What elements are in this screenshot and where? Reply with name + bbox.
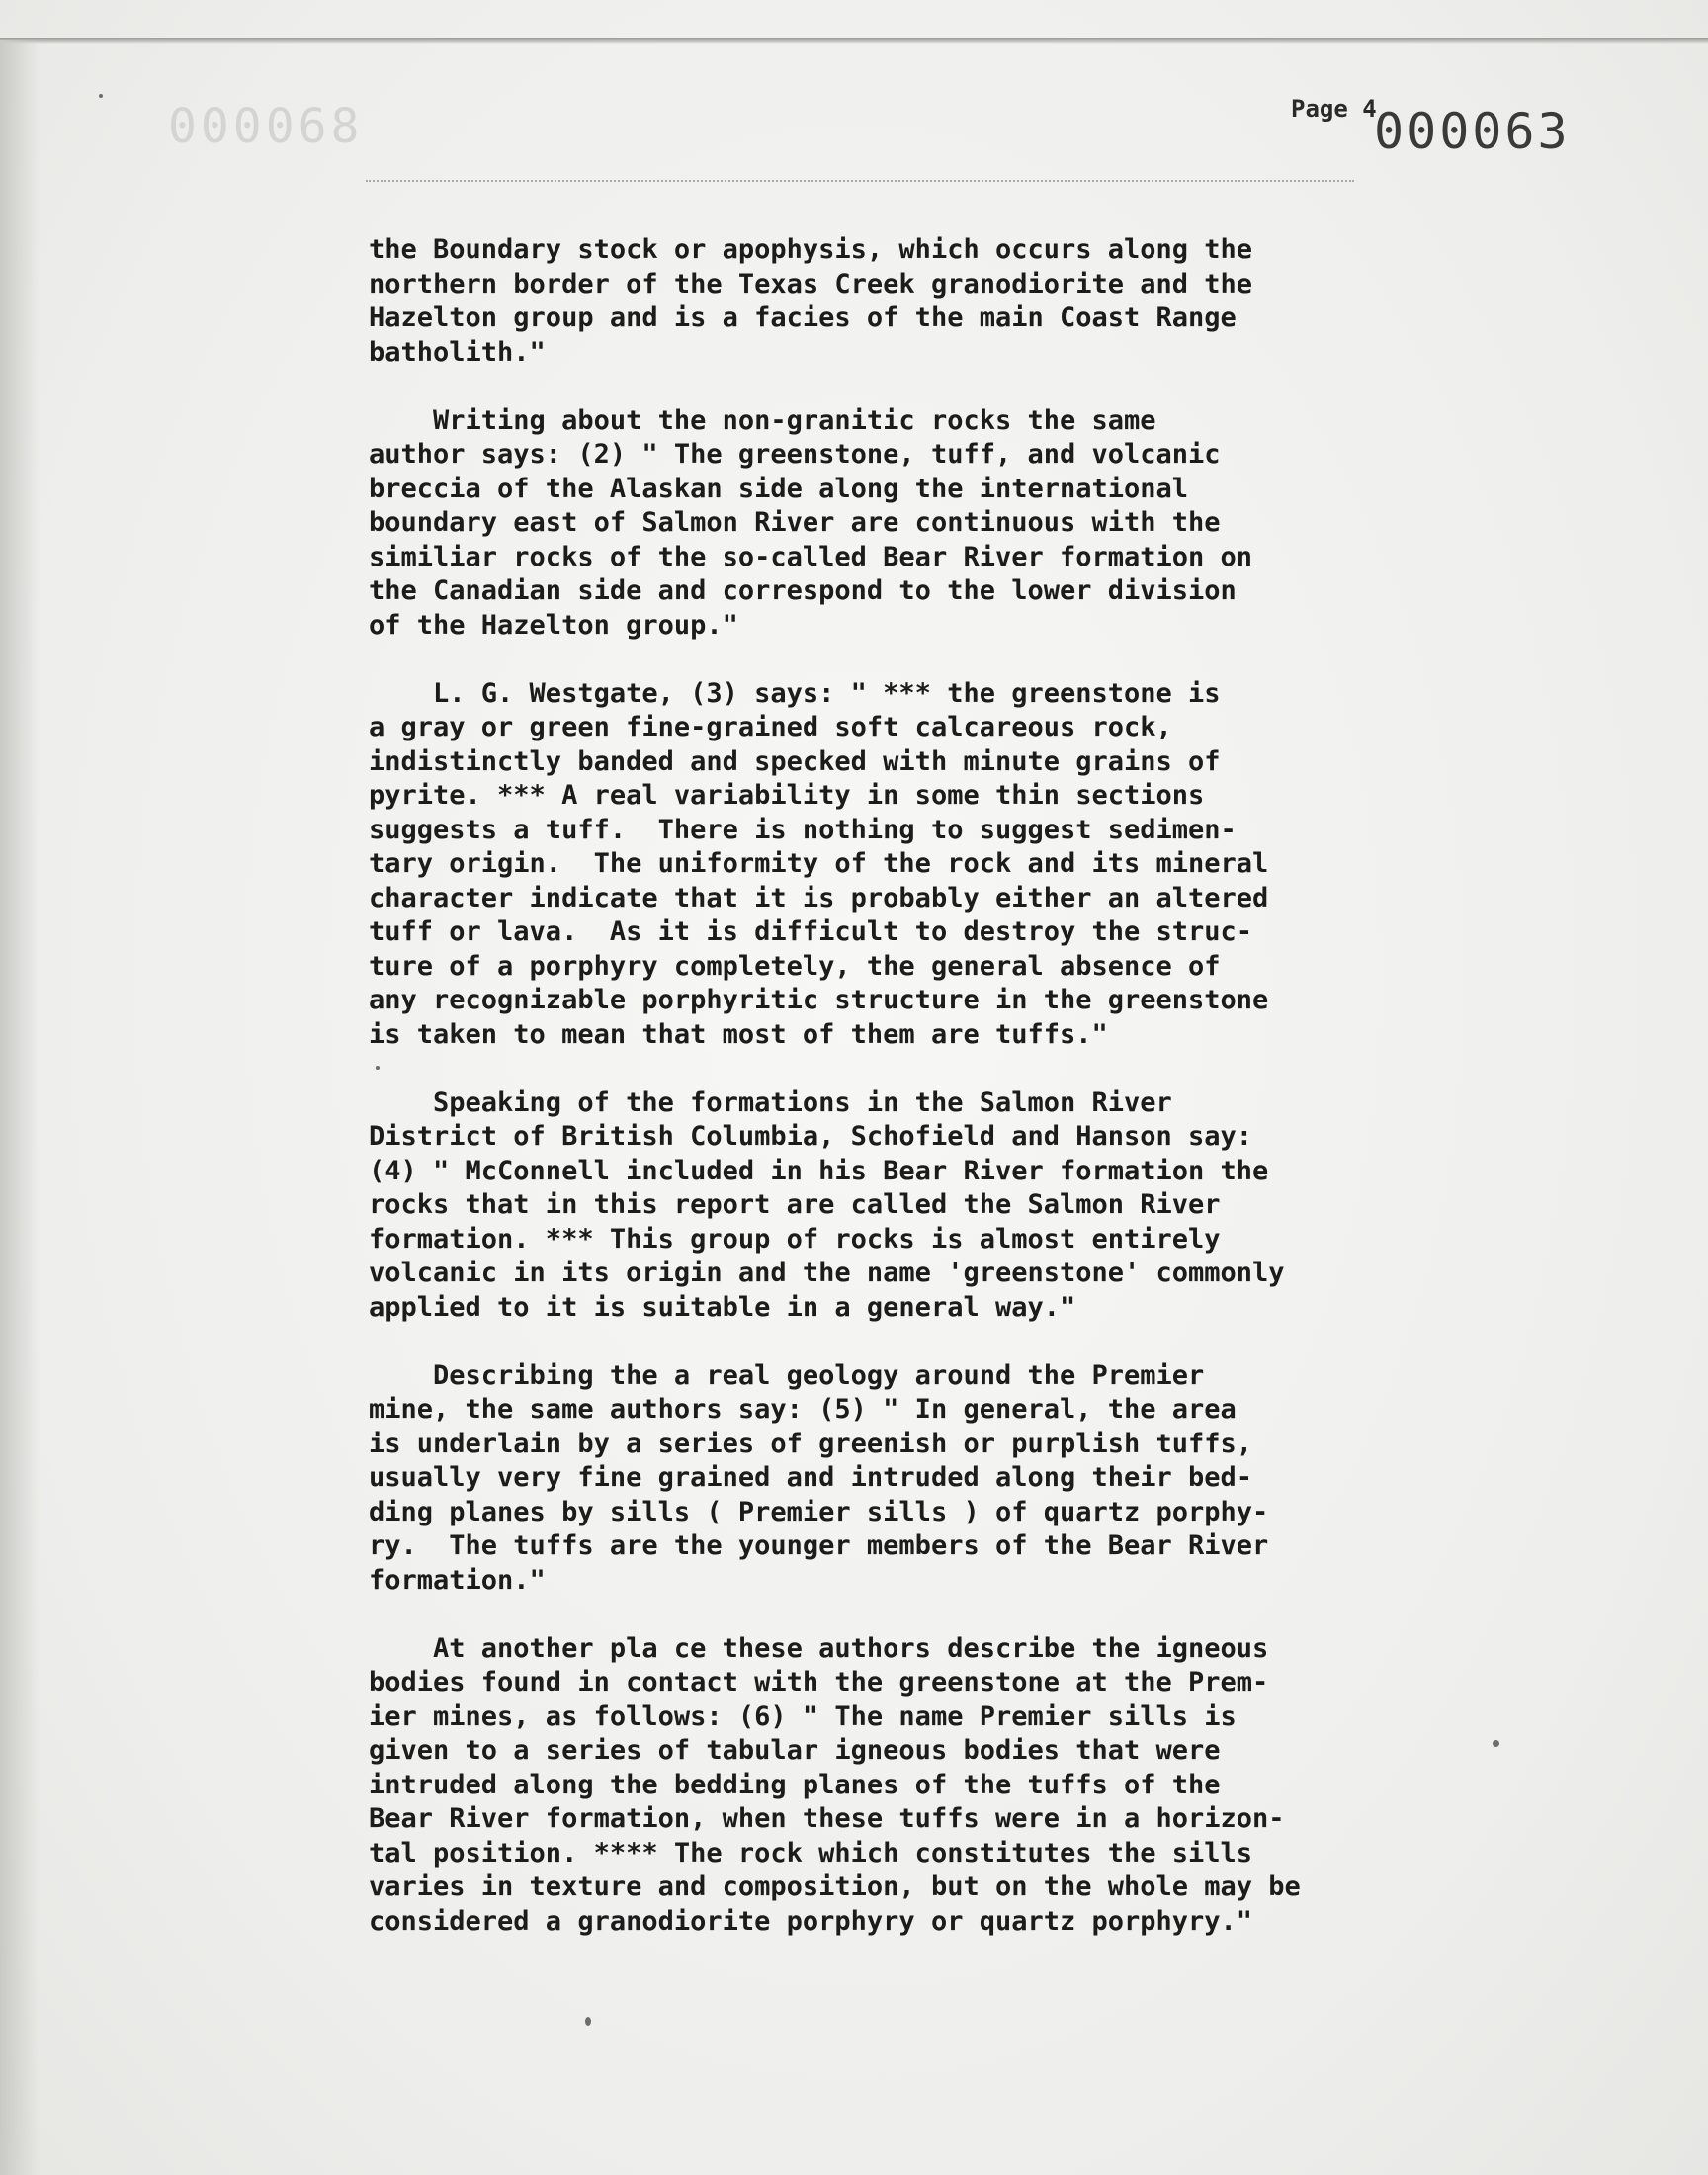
text-line: usually very fine grained and intruded along their bed- — [369, 1462, 1253, 1493]
text-line: any recognizable porphyritic structure in the greenstone — [369, 985, 1269, 1015]
text-line: breccia of the Alaskan side along the international — [369, 473, 1189, 504]
paragraph — [369, 1632, 1357, 1940]
paragraph — [369, 677, 1357, 1053]
text-line: formation." — [369, 1564, 546, 1596]
text-line: formation. *** This group of rocks is almost entirely — [369, 1223, 1221, 1255]
scan-speck — [376, 1066, 380, 1070]
text-line: Bear River formation, when these tuffs were in a horizon- — [369, 1803, 1285, 1834]
text-line: rocks that in this report are called the Salmon River — [369, 1189, 1221, 1220]
body-text — [369, 233, 1357, 1973]
paragraph — [369, 233, 1357, 370]
paragraph — [369, 1359, 1357, 1599]
scan-speck — [99, 94, 103, 98]
text-line: bodies found in contact with the greenstone at the Prem- — [369, 1667, 1269, 1697]
text-line: similiar rocks of the so-called Bear River formation on — [369, 541, 1253, 572]
text-line: northern border of the Texas Creek granodiorite and the — [369, 268, 1253, 300]
text-line: volcanic in its origin and the name 'greenstone' commonly — [369, 1258, 1285, 1288]
text-line: applied to it is suitable in a general way." — [369, 1291, 1076, 1323]
text-line: ding planes by sills ( Premier sills ) of quartz porphy- — [369, 1496, 1269, 1527]
scan-speck — [1493, 1740, 1499, 1747]
text-line: tary origin. The uniformity of the rock and its mineral — [369, 848, 1269, 879]
text-line: tal position. **** The rock which constitutes the sills — [369, 1837, 1253, 1869]
text-line: tuff or lava. As it is difficult to destroy the struc- — [369, 916, 1253, 947]
text-line: is taken to mean that most of them are tuffs." — [369, 1018, 1108, 1050]
paragraph — [369, 1087, 1357, 1326]
text-line: indistinctly banded and specked with minute grains of — [369, 745, 1221, 777]
text-line: Hazelton group and is a facies of the main Coast Range — [369, 303, 1237, 333]
text-line: Describing the a real geology around the Premier — [369, 1359, 1205, 1391]
text-line: mine, the same authors say: (5) " In general, the area — [369, 1394, 1237, 1425]
page-top-edge — [0, 38, 1708, 44]
text-line: (4) " McConnell included in his Bear River formation the — [369, 1155, 1269, 1186]
page-label: Page 4 — [1291, 95, 1377, 123]
text-line: author says: (2) " The greenstone, tuff, and volcanic — [369, 439, 1221, 470]
text-line: a gray or green fine-grained soft calcareous rock, — [369, 712, 1172, 742]
text-line: batholith." — [369, 336, 546, 368]
page-left-shadow — [0, 40, 40, 2175]
text-line: At another pla ce these authors describe the igneous — [369, 1632, 1269, 1664]
text-line: boundary east of Salmon River are continuous with the — [369, 507, 1221, 538]
text-line: intruded along the bedding planes of the tuffs of the — [369, 1769, 1221, 1800]
scan-speck — [585, 2017, 591, 2026]
text-line: is underlain by a series of greenish or purplish tuffs, — [369, 1428, 1253, 1459]
text-line: District of British Columbia, Schofield and Hanson say: — [369, 1121, 1253, 1152]
text-line: the Boundary stock or apophysis, which occurs along the — [369, 234, 1253, 265]
text-line: of the Hazelton group." — [369, 609, 738, 641]
page-stamp-number: 000063 — [1374, 103, 1571, 160]
text-line: the Canadian side and correspond to the lower division — [369, 575, 1237, 606]
text-line: pyrite. *** A real variability in some thin sections — [369, 780, 1205, 811]
paragraph — [369, 404, 1357, 644]
text-line: considered a granodiorite porphyry or quartz porphyry." — [369, 1905, 1253, 1937]
bleed-through-number: 000068 — [168, 99, 364, 154]
text-line: suggests a tuff. There is nothing to suggest sedimen- — [369, 814, 1237, 845]
text-line: Speaking of the formations in the Salmon River — [369, 1087, 1172, 1118]
text-line: ry. The tuffs are the younger members of the Bear River — [369, 1530, 1269, 1561]
text-line: ier mines, as follows: (6) " The name Premier sills is — [369, 1700, 1237, 1732]
text-line: character indicate that it is probably either an altered — [369, 882, 1269, 914]
text-line: Writing about the non-granitic rocks the same — [369, 404, 1156, 436]
text-line: ture of a porphyry completely, the general absence of — [369, 950, 1221, 982]
text-line: L. G. Westgate, (3) says: " *** the greenstone is — [369, 677, 1221, 709]
text-line: varies in texture and composition, but on the whole may be — [369, 1871, 1301, 1902]
text-line: given to a series of tabular igneous bodies that were — [369, 1735, 1221, 1766]
header-dotted-rule — [366, 180, 1354, 182]
